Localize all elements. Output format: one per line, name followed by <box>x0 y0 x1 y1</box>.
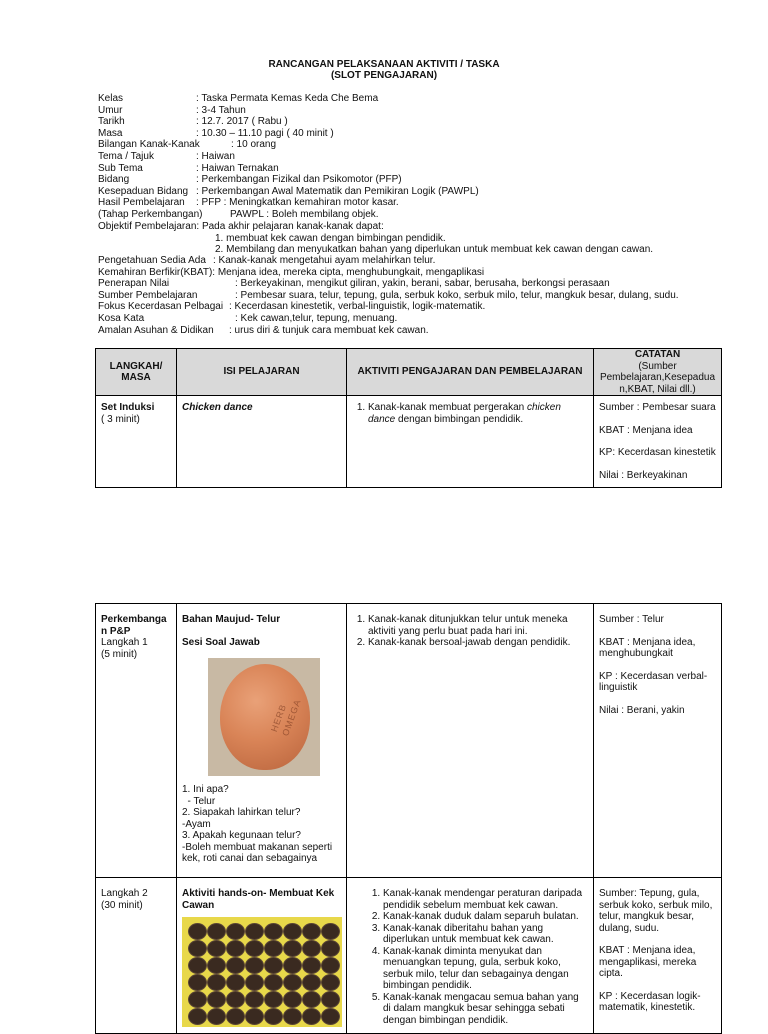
info-label: Amalan Asuhan & Didikan <box>98 324 214 336</box>
activity-item: 4. Kanak-kanak diminta menyukat dan menuangkan tepung, gula, serbuk koko, serbuk milo, telur dan sebagainya dengan bimbingan pendidik. <box>383 946 588 992</box>
cupcake <box>226 974 245 991</box>
objective-2: 2. Membilang dan menyukatkan bahan yang diperlukan untuk membuat kek cawan dengan cawan. <box>215 244 654 255</box>
info-value: : Berkeyakinan, mengikut giliran, yakin, berani, sabar, berusaha, berkongsi perasaan <box>235 278 610 290</box>
step-time: ( 3 minit) <box>101 413 140 425</box>
info-label: Sumber Pembelajaran <box>98 289 198 301</box>
content-title: Aktiviti hands-on- Membuat Kek Cawan <box>182 888 335 911</box>
info-label: Fokus Kecerdasan Pelbagai <box>98 301 224 313</box>
cupcake <box>302 940 321 957</box>
info-label: Bilangan Kanak-Kanak <box>98 139 200 151</box>
cupcake <box>283 923 302 940</box>
cupcake <box>264 957 283 974</box>
cupcake <box>321 923 340 940</box>
info-label: Kemahiran Berfikir(KBAT): Menjana idea, mereka cipta, menghubungkait, mengaplikasi <box>98 266 485 278</box>
activity-item: 3. Kanak-kanak diberitahu bahan yang diperlukan untuk membuat kek cawan. <box>383 923 588 946</box>
activity-item: 1. Kanak-kanak membuat pergerakan chicken dance dengan bimbingan pendidik. <box>368 402 588 425</box>
header-isi: ISI PELAJARAN <box>177 349 347 396</box>
cupcake <box>321 1008 340 1025</box>
cupcake <box>188 991 207 1008</box>
info-label: Kosa Kata <box>98 312 145 324</box>
info-value: : Haiwan <box>196 150 235 162</box>
cupcake <box>226 940 245 957</box>
notes-list: Sumber: Tepung, gula, serbuk koko, serbuk milo, telur, mangkuk besar, dulang, sudu. KBAT : Menjana idea, mengaplikasi, mereka cipta. KP : Kecerdasan logik-matematik, kinestetik. <box>599 888 713 1013</box>
document-title: RANCANGAN PELAKSANAAN AKTIVITI / TASKA <box>268 59 500 70</box>
info-value: : 10.30 – 11.10 pagi ( 40 minit ) <box>196 127 334 139</box>
notes-list: Sumber : Telur KBAT : Menjana idea, menghubungkait KP : Kecerdasan verbal-linguistik Nilai : Berani, yakin <box>599 614 708 716</box>
info-label: Umur <box>98 104 123 116</box>
cupcake <box>283 957 302 974</box>
step-label: Set Induksi <box>101 402 155 413</box>
content-title: Chicken dance <box>182 402 253 413</box>
cupcake <box>245 923 264 940</box>
table-row <box>96 396 722 488</box>
cupcake <box>188 1008 207 1025</box>
cupcake <box>245 974 264 991</box>
cupcake <box>188 923 207 940</box>
info-value: : PFP : Meningkatkan kemahiran motor kasar. <box>196 197 399 209</box>
cupcake <box>283 974 302 991</box>
info-label: Masa <box>98 127 123 139</box>
cupcake <box>264 991 283 1008</box>
document-subtitle: (SLOT PENGAJARAN) <box>330 70 438 81</box>
info-value: : Pembesar suara, telur, tepung, gula, serbuk koko, serbuk milo, telur, mangkuk besar, dulang, sudu. <box>235 289 679 301</box>
lesson-table-2 <box>95 603 722 1034</box>
notes-list: Sumber : Pembesar suara KBAT : Menjana idea KP: Kecerdasan kinestetik Nilai : Berkeyakinan <box>599 402 716 481</box>
info-label: Tema / Tajuk <box>98 150 154 162</box>
cupcake <box>226 923 245 940</box>
cupcake <box>283 1008 302 1025</box>
cupcake <box>264 940 283 957</box>
activity-item: 2. Kanak-kanak bersoal-jawab dengan pendidik. <box>368 637 588 649</box>
content-subtitle: Sesi Soal Jawab <box>182 636 260 648</box>
info-label: Penerapan Nilai <box>98 278 170 290</box>
info-value: : urus diri & tunjuk cara membuat kek cawan. <box>229 324 429 336</box>
info-value: PAWPL : Boleh membilang objek. <box>230 208 379 220</box>
info-label: Kesepaduan Bidang <box>98 185 189 197</box>
cupcake <box>188 957 207 974</box>
step-label: Perkembanga n P&P <box>101 614 167 637</box>
activity-item: 1. Kanak-kanak ditunjukkan telur untuk meneka aktiviti yang perlu buat pada hari ini. <box>368 614 588 637</box>
info-value: : Kek cawan,telur, tepung, menuang. <box>235 312 398 324</box>
cupcake <box>283 991 302 1008</box>
cupcake <box>321 957 340 974</box>
cupcake-tray-photo <box>182 917 342 1027</box>
step-time: (30 minit) <box>101 899 143 911</box>
info-value: : Taska Permata Kemas Keda Che Bema <box>196 93 379 104</box>
info-value: : Haiwan Ternakan <box>196 162 279 174</box>
cupcake <box>302 1008 321 1025</box>
activity-item: 5. Kanak-kanak mengacau semua bahan yang di dalam mangkuk besar sehingga sebati dengan bimbingan pendidik. <box>383 992 588 1027</box>
activity-item: 1. Kanak-kanak mendengar peraturan daripada pendidik sebelum membuat kek cawan. <box>383 888 588 911</box>
info-label: Sub Tema <box>98 162 143 174</box>
cupcake <box>226 1008 245 1025</box>
cupcake <box>245 940 264 957</box>
cupcake <box>321 991 340 1008</box>
objective-1: 1. membuat kek cawan dengan bimbingan pendidik. <box>215 233 446 244</box>
info-value: : Perkembangan Fizikal dan Psikomotor (PFP) <box>196 174 402 186</box>
cupcake <box>321 940 340 957</box>
cupcake <box>245 1008 264 1025</box>
cupcake <box>264 1008 283 1025</box>
header-langkah: LANGKAH/ MASA <box>96 349 177 396</box>
step-number: Langkah 1 <box>101 637 148 648</box>
egg-photo: HERB OMEGA <box>208 658 320 776</box>
info-value: : Perkembangan Awal Matematik dan Pemikiran Logik (PAWPL) <box>196 185 479 197</box>
info-label: (Tahap Perkembangan) <box>98 208 203 220</box>
info-value: : 12.7. 2017 ( Rabu ) <box>196 116 288 128</box>
info-value: : 10 orang <box>231 139 277 151</box>
cupcake <box>264 974 283 991</box>
table-header-row <box>96 349 722 396</box>
info-label: Bidang <box>98 174 130 186</box>
cupcake <box>283 940 302 957</box>
cupcake <box>207 957 226 974</box>
cupcake <box>226 991 245 1008</box>
cupcake <box>321 974 340 991</box>
activity-item: 2. Kanak-kanak duduk dalam separuh bulatan. <box>383 911 588 923</box>
cupcake <box>302 957 321 974</box>
cupcake <box>188 940 207 957</box>
header-aktiviti: AKTIVITI PENGAJARAN DAN PEMBELAJARAN <box>347 349 594 396</box>
content-title: Bahan Maujud- Telur <box>182 614 281 625</box>
info-label: Pengetahuan Sedia Ada <box>98 255 206 266</box>
cupcake <box>264 923 283 940</box>
cupcake <box>207 991 226 1008</box>
table-row <box>96 878 722 1034</box>
info-label: Hasil Pembelajaran <box>98 197 185 209</box>
cupcake <box>245 957 264 974</box>
table-row <box>96 604 722 878</box>
info-value: : Kecerdasan kinestetik, verbal-linguistik, logik-matematik. <box>229 301 486 313</box>
qa-list: 1. Ini apa? - Telur 2. Siapakah lahirkan telur? -Ayam 3. Apakah kegunaan telur? -Boleh membuat makanan seperti kek, roti canai dan sebagainya <box>182 784 333 864</box>
info-label: Tarikh <box>98 116 125 128</box>
cupcake <box>302 974 321 991</box>
cupcake <box>302 923 321 940</box>
cupcake <box>207 974 226 991</box>
info-value: : Kanak-kanak mengetahui ayam melahirkan telur. <box>213 255 436 266</box>
info-label: Kelas <box>98 93 124 104</box>
step-number: Langkah 2 <box>101 888 148 899</box>
info-value: : 3-4 Tahun <box>196 104 246 116</box>
cupcake <box>302 991 321 1008</box>
header-catatan: CATATAN (Sumber Pembelajaran,Kesepadua n,KBAT, Nilai dll.) <box>594 349 722 396</box>
cupcake <box>226 957 245 974</box>
info-label: Objektif Pembelajaran: Pada akhir pelajaran kanak-kanak dapat: <box>98 220 384 232</box>
cupcake <box>207 923 226 940</box>
lesson-table-1 <box>95 348 722 488</box>
step-time: (5 minit) <box>101 648 138 660</box>
cupcake <box>207 1008 226 1025</box>
cupcake <box>188 974 207 991</box>
cupcake <box>207 940 226 957</box>
cupcake <box>245 991 264 1008</box>
